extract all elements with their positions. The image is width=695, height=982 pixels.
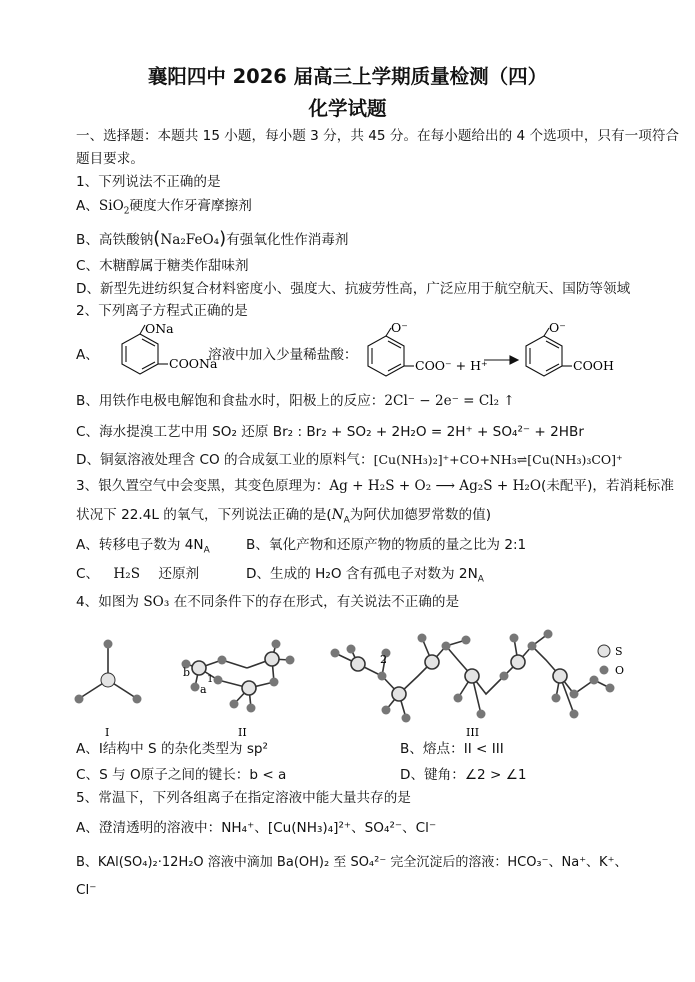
legend-s-marker bbox=[598, 645, 610, 657]
legend-o-label: O bbox=[615, 664, 625, 677]
q3-stem2-tail: 为阿伏加德罗常数的值) bbox=[349, 507, 492, 523]
q1-a-formula: SiO bbox=[98, 198, 124, 214]
q1-b-formula: Na₂FeO₄ bbox=[160, 232, 220, 248]
structure-iii-label: III bbox=[466, 726, 480, 739]
q2-a-ona: ONa bbox=[145, 321, 174, 336]
q5-option-b-cont: Cl⁻ bbox=[76, 882, 97, 898]
q2-b-eq: 2Cl⁻ − 2e⁻ = Cl₂ ↑ bbox=[384, 393, 515, 409]
q4-option-b: B、熔点：II < III bbox=[400, 741, 504, 757]
q1-option-a bbox=[76, 197, 252, 222]
q2-a-anion: O⁻ bbox=[391, 320, 408, 335]
q2-stem: 2、下列离子方程式正确的是 bbox=[76, 303, 248, 319]
so3-chain-iii bbox=[331, 630, 615, 723]
so3-trimer-ii bbox=[182, 640, 295, 713]
q2-a-anion-2: O⁻ bbox=[549, 320, 566, 335]
q2-d-eq: [Cu(NH₃)₂]⁺+CO+NH₃⇌[Cu(NH₃)₃CO]⁺ bbox=[373, 452, 623, 467]
q3-stem1: 3、银久置空气中会变黑，其变色原理为： bbox=[76, 478, 330, 494]
q3-a-text: A、转移电子数为 4N bbox=[76, 537, 204, 553]
angle-2-label: 2 bbox=[380, 653, 387, 666]
q1-b-text2: 有强氧化性作消毒剂 bbox=[226, 232, 349, 248]
q3-stem-tail: (未配平)，若消耗标准 bbox=[541, 478, 674, 494]
exam-title: 襄阳四中 2026 届高三上学期质量检测（四） bbox=[147, 65, 548, 88]
q2-option-d bbox=[76, 450, 623, 470]
q4-formula: SO₃ bbox=[143, 594, 170, 610]
q3-c-formula: H₂S bbox=[113, 566, 141, 582]
q4-stem bbox=[76, 593, 459, 612]
salicylate-reaction bbox=[358, 320, 628, 388]
q3-stem-line1 bbox=[76, 477, 674, 496]
q3-stem2: 状况下 22.4L 的氧气，下列说法正确的是( bbox=[76, 507, 332, 523]
q3-stem-line2: 状况下 22.4L 的氧气，下列说法正确的是($N_A$为阿伏加德罗常数的值) bbox=[76, 507, 492, 526]
bond-a-label: a bbox=[200, 683, 207, 696]
q5-stem: 5、常温下，下列各组离子在指定溶液中能大量共存的是 bbox=[76, 790, 411, 806]
q1-a-sub: 2 bbox=[123, 206, 130, 217]
q1-option-c: C、木糖醇属于糖类作甜味剂 bbox=[76, 258, 249, 274]
structure-ii-label: II bbox=[238, 726, 247, 739]
q3-c-label: C、 bbox=[76, 566, 100, 582]
q4-option-d: D、键角：∠2 > ∠1 bbox=[400, 767, 527, 783]
q1-stem: 1、下列说法不正确的是 bbox=[76, 174, 221, 190]
legend-o-marker bbox=[600, 666, 609, 675]
q2-a-label: A、 bbox=[76, 347, 99, 363]
q2-a-cooh: COOH bbox=[573, 358, 614, 373]
so3-structures-figure bbox=[66, 618, 646, 744]
q1-b-text1: B、高铁酸钠 bbox=[76, 232, 154, 248]
q3-d-text: D、生成的 H₂O 含有孤电子对数为 2N bbox=[246, 566, 478, 582]
q5-option-b: B、KAl(SO₄)₂·12H₂O 溶液中滴加 Ba(OH)₂ 至 SO₄²⁻ 完全沉淀后的溶液：HCO₃⁻、Na⁺、K⁺、 bbox=[76, 855, 628, 870]
section-intro-line2: 题目要求。 bbox=[76, 151, 144, 167]
q2-option-c: C、海水提溴工艺中用 SO₂ 还原 Br₂ : Br₂ + SO₂ + 2H₂O = 2H⁺ + SO₄²⁻ + 2HBr bbox=[76, 424, 584, 440]
q5-option-a: A、澄清透明的溶液中：NH₄⁺、[Cu(NH₃)₄]²⁺、SO₄²⁻、Cl⁻ bbox=[76, 820, 437, 836]
q2-b-text: B、用铁作电极电解饱和食盐水时，阳极上的反应： bbox=[76, 393, 385, 409]
so3-monomer-i bbox=[75, 640, 142, 704]
subject-title: 化学试题 bbox=[308, 97, 387, 120]
q1-option-b: B、高铁酸钠(Na₂FeO₄)有强氧化性作消毒剂 bbox=[76, 228, 349, 249]
q3-option-b: B、氧化产物和还原产物的物质的量之比为 2:1 bbox=[246, 537, 527, 553]
q3-c-text: 还原剂 bbox=[158, 566, 200, 582]
angle-1-label: 1 bbox=[207, 674, 214, 685]
q4-stem1: 4、如图为 bbox=[76, 594, 144, 610]
q4-stem2: 在不同条件下的存在形式，有关说法不正确的是 bbox=[169, 594, 460, 610]
q3-na: N bbox=[331, 507, 344, 523]
q2-a-coona: COONa bbox=[169, 356, 218, 371]
structure-i-label: I bbox=[105, 726, 110, 739]
q3-option-c bbox=[76, 565, 199, 584]
q4-option-c: C、S 与 O原子之间的键长：b < a bbox=[76, 767, 287, 783]
q4-option-a: A、I结构中 S 的杂化类型为 sp² bbox=[76, 741, 268, 757]
q3-option-d: D、生成的 H₂O 含有孤电子对数为 $2N_A$ bbox=[246, 566, 484, 585]
q1-option-d: D、新型先进纺织复合材料密度小、强度大、抗疲劳性高，广泛应用于航空航天、国防等领域 bbox=[76, 281, 631, 297]
legend-s-label: S bbox=[615, 645, 623, 658]
q3-option-a: A、转移电子数为 $4N_A$ bbox=[76, 537, 210, 556]
bond-b-label: b bbox=[183, 666, 191, 679]
q1-a-label: A、 bbox=[76, 198, 99, 214]
q2-d-text: D、铜氨溶液处理含 CO 的合成氨工业的原料气： bbox=[76, 452, 374, 468]
q1-a-text: 硬度大作牙膏摩擦剂 bbox=[129, 198, 252, 214]
sodium-salicylate-structure bbox=[100, 321, 218, 388]
q3-eq: Ag + H₂S + O₂ ⟶ Ag₂S + H₂O bbox=[329, 478, 542, 494]
q2-option-b bbox=[76, 392, 515, 411]
q2-a-middle: 溶液中加入少量稀盐酸： bbox=[208, 347, 358, 363]
section-intro-line1: 一、选择题：本题共 15 小题，每小题 3 分，共 45 分。在每小题给出的 4 个选项中，只有一项符合 bbox=[76, 128, 680, 144]
q2-a-coo-h: COO⁻ + H⁺ bbox=[415, 358, 488, 373]
